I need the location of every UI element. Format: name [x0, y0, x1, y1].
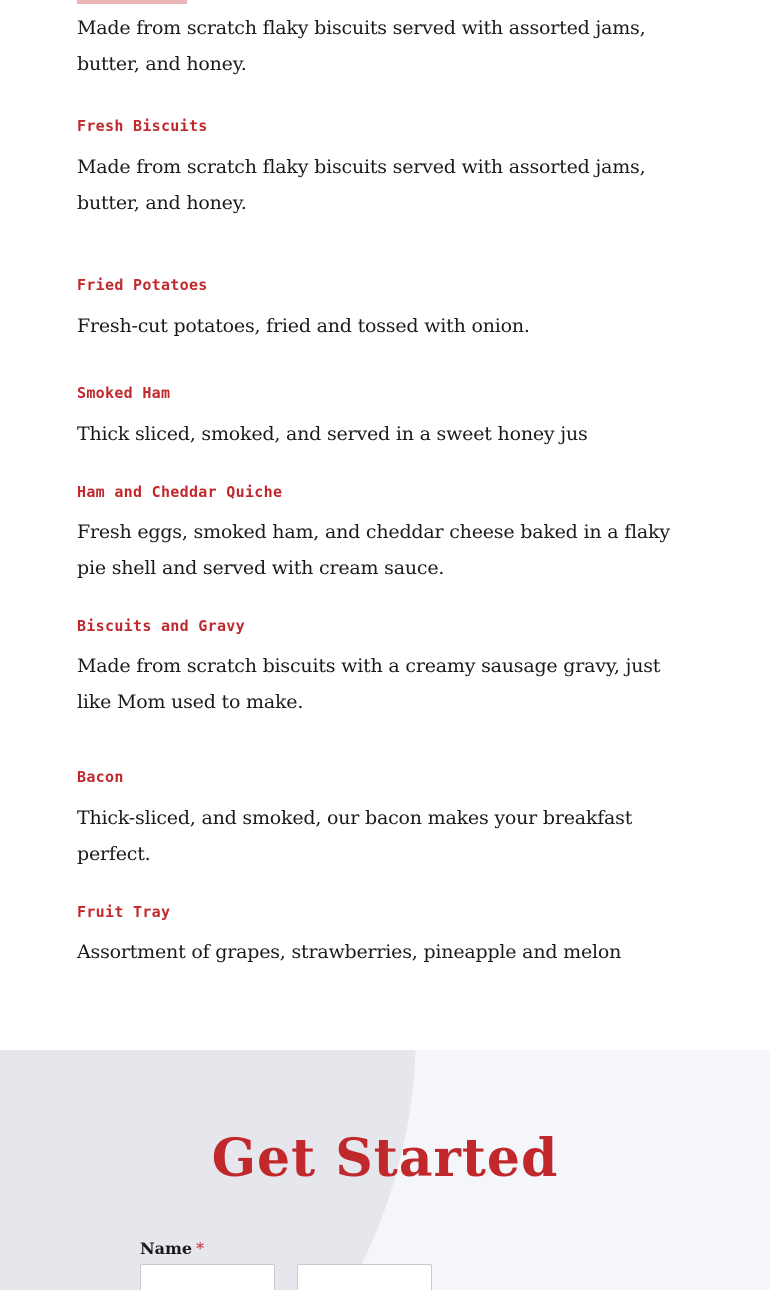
- menu-item-title: Fruit Tray: [77, 903, 171, 921]
- menu-item-description: Made from scratch flaky biscuits served with assorted jams, butter, and honey.: [77, 156, 646, 214]
- menu-item-description: Made from scratch biscuits with a creamy sausage gravy, just like Mom used to make.: [77, 655, 661, 713]
- required-asterisk: *: [196, 1239, 205, 1258]
- menu-item-description: Thick sliced, smoked, and served in a sweet honey jus: [77, 423, 588, 445]
- menu-item-title: Fried Potatoes: [77, 276, 208, 294]
- get-started-section: [0, 1050, 770, 1290]
- menu-item-title: Ham and Cheddar Quiche: [77, 483, 283, 501]
- name-label-text: Name: [140, 1239, 193, 1258]
- cut-off-item-title: [77, 0, 187, 4]
- menu-item-title: Smoked Ham: [77, 384, 171, 402]
- menu-item-title: Biscuits and Gravy: [77, 617, 245, 635]
- menu-item-description: Assortment of grapes, strawberries, pineapple and melon: [77, 941, 622, 963]
- menu-item-title: Fresh Biscuits: [77, 117, 208, 135]
- menu-item-description: Made from scratch flaky biscuits served with assorted jams, butter, and honey.: [77, 17, 646, 75]
- menu-item-title: Bacon: [77, 768, 124, 786]
- name-field-label: [140, 1239, 204, 1258]
- menu-item-description: Thick-sliced, and smoked, our bacon makes your breakfast perfect.: [77, 807, 633, 865]
- menu-item-description: Fresh-cut potatoes, fried and tossed with onion.: [77, 315, 530, 337]
- first-name-input[interactable]: [140, 1264, 275, 1290]
- menu-item-description: Fresh eggs, smoked ham, and cheddar cheese baked in a flaky pie shell and served with cream sauce.: [77, 521, 670, 579]
- last-name-input[interactable]: [297, 1264, 432, 1290]
- get-started-heading: Get Started: [211, 1128, 559, 1189]
